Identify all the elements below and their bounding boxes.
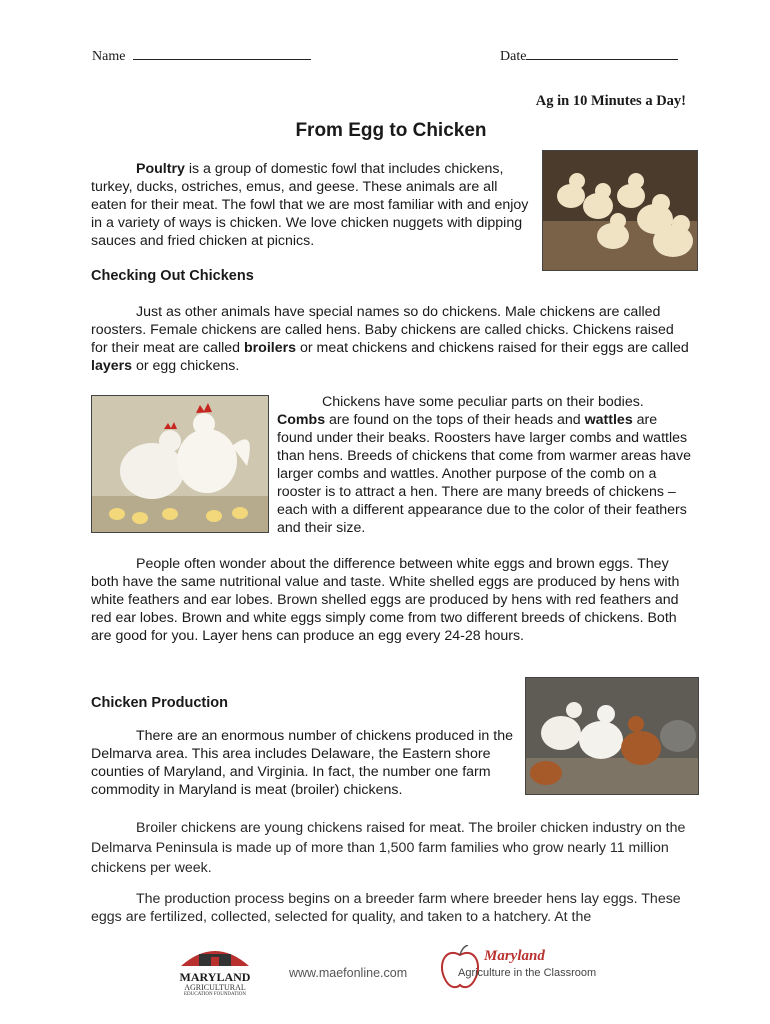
section-heading-chicken-production: Chicken Production (91, 695, 228, 711)
intro-paragraph: Poultry is a group of domestic fowl that includes chickens, turkey, ducks, ostriches, emus, and geese. These animals are all eaten for their meat. The fowl that we are most familiar with and enjoy in a variety of ways is chicken. We love chicken nuggets with dipping sauces and fried chicken at picnics. (91, 161, 529, 249)
chicks-image (543, 151, 697, 270)
barn-icon (175, 946, 255, 966)
rooster-hen-image (92, 396, 268, 532)
maef-logo-line3: EDUCATION FOUNDATION (183, 992, 247, 997)
section2-paragraph-2: Broiler chickens are young chickens raised for meat. The broiler chicken industry on the Delmarva Peninsula is made up of more than 1,500 farm families who grow nearly 11 million chickens per week. (91, 820, 686, 876)
date-label: Date (500, 49, 527, 64)
footer-website[interactable]: www.maefonline.com (289, 966, 408, 980)
name-blank[interactable] (133, 47, 311, 60)
section2-paragraph-3: The production process begins on a breeder farm where breeder hens lay eggs. These eggs are fertilized, collected, selected for quality, and taken to a hatchery. At the (91, 891, 681, 925)
series-title: Ag in 10 Minutes a Day! (535, 93, 686, 109)
aitc-logo (438, 945, 598, 995)
section2-paragraph-1: There are an enormous number of chickens produced in the Delmarva area. This area includes Delaware, the Eastern shore counties of Maryland, and Virginia. In fact, the number one farm commodity in Maryland is meat (broiler) chickens. (91, 728, 513, 798)
section1-paragraph-1: Just as other animals have special names so do chickens. Male chickens are called roosters. Female chickens are called hens. Baby chickens are called chicks. Chickens raised for their meat are called broilers or meat chickens and chickens raised for their eggs are called layers or egg chickens. (91, 304, 689, 374)
rooster-hen-photo (91, 395, 269, 533)
maef-logo (175, 946, 255, 996)
maef-logo-line1: MARYLAND (179, 970, 251, 984)
section-heading-checking-out-chickens: Checking Out Chickens (91, 268, 254, 284)
aitc-logo-line1: Maryland (484, 948, 545, 964)
aitc-logo-line2: Agriculture in the Classroom (458, 967, 597, 979)
name-field (92, 47, 311, 65)
flock-photo (525, 677, 699, 795)
maef-logo-line2: AGRICULTURAL (184, 983, 246, 992)
chicks-photo (542, 150, 698, 271)
section1-paragraph-2: Chickens have some peculiar parts on their bodies. Combs are found on the tops of their heads and wattles are found under their beaks. Roosters have larger combs and wattles than hens. Breeds of chickens that come from warmer areas have larger combs and wattles. Another purpose of the comb on a rooster is to attract a hen. There are many breeds of chickens – each with a different appearance due to the color of their feathers and their size. (277, 394, 692, 536)
name-label: Name (92, 49, 126, 64)
page-title: From Egg to Chicken (295, 120, 487, 141)
date-field (500, 47, 678, 65)
section1-paragraph-3: People often wonder about the difference between white eggs and brown eggs. They both have the same nutritional value and taste. White shelled eggs are produced by hens with white feathers and ear lobes. Brown shelled eggs are produced by hens with red feathers and red ear lobes. Brown and white eggs simply come from two different breeds of chickens. Both are good for you. Layer hens can produce an egg every 24-28 hours. (91, 556, 680, 644)
poultry-term: Poultry (136, 161, 185, 177)
date-blank[interactable] (526, 47, 678, 60)
flock-image (526, 678, 698, 794)
